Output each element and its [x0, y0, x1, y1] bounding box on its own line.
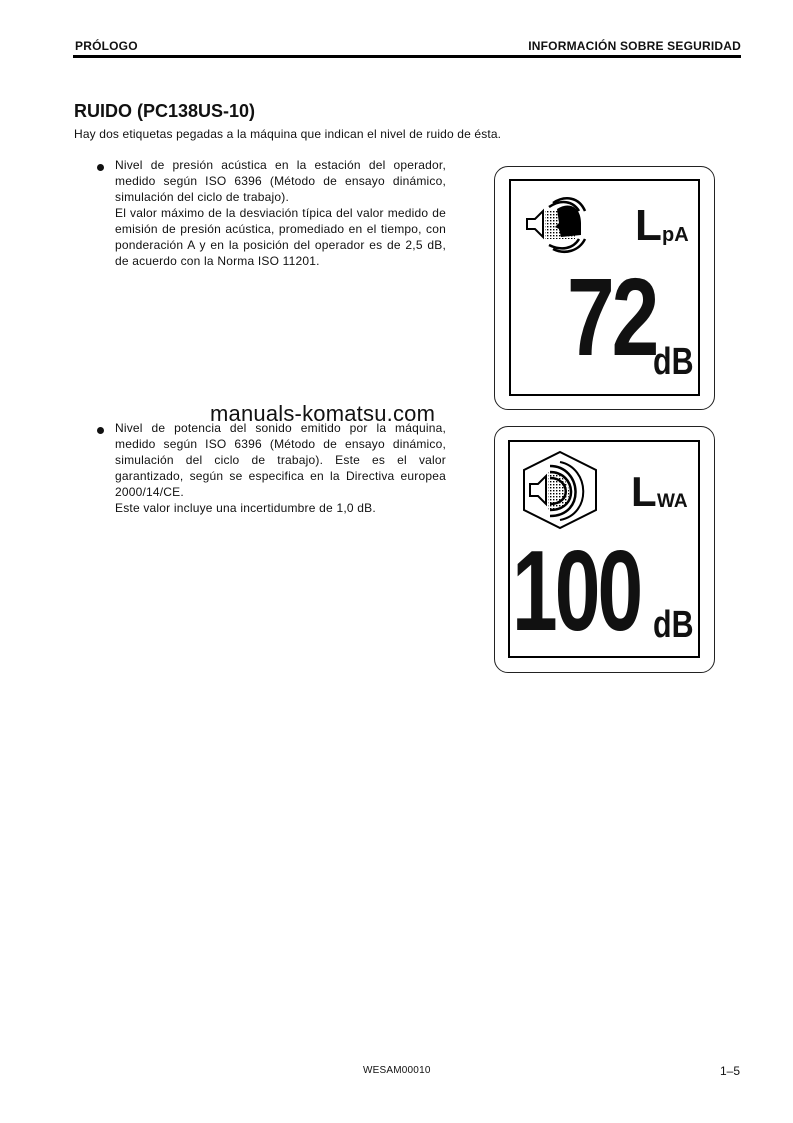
bullet-icon: [97, 164, 104, 171]
watermark: manuals-komatsu.com: [210, 401, 436, 426]
label-value: 100: [512, 528, 641, 655]
noise-label-lwa: [494, 426, 715, 673]
label-symbol-sub: WA: [657, 491, 688, 512]
label-symbol: L: [635, 201, 662, 250]
header-chapter-title: INFORMACIÓN SOBRE SEGURIDAD: [528, 39, 741, 53]
noise-label-lpa: [494, 166, 715, 410]
paragraph-line: Nivel de potencia del sonido emitido por la máquina, medido según ISO 6396 (Método de ensayo dinámico, simulación del ciclo de trabajo). Este es el valor garantizado, según se especifica en la Directiva europea 2000/14/CE.: [115, 421, 446, 499]
paragraph-sound-power: [115, 420, 446, 516]
header-section-title: PRÓLOGO: [75, 39, 138, 53]
label-symbol-sub: pA: [662, 224, 689, 246]
paragraph-line: Nivel de presión acústica en la estación del operador, medido según ISO 6396 (Método de ensayo dinámico, simulación del ciclo de trabajo).: [115, 158, 446, 204]
bullet-icon: [97, 427, 104, 434]
paragraph-line: El valor máximo de la desviación típica del valor medido de emisión de presión acústica, promediado en el tiempo, con ponderación A y en la posición del operador es de 2,5 dB, de acuerdo con la Norma ISO 11201.: [115, 206, 446, 268]
paragraph-line: Este valor incluye una incertidumbre de 1,0 dB.: [115, 501, 376, 515]
label-symbol: L: [631, 468, 657, 515]
page-title: RUIDO (PC138US-10): [74, 101, 256, 121]
label-value: 72: [567, 256, 657, 379]
speaker-head-icon: [523, 193, 593, 263]
intro-text: Hay dos etiquetas pegadas a la máquina que indican el nivel de ruido de ésta.: [74, 127, 502, 141]
speaker-hexagon-icon: [520, 448, 600, 532]
footer-document-code: WESAM00010: [363, 1065, 431, 1076]
label-unit: dB: [653, 604, 694, 646]
header-rule: [73, 55, 741, 58]
footer-page-number: 1–5: [719, 1064, 740, 1078]
paragraph-sound-pressure: [115, 157, 446, 269]
label-unit: dB: [653, 341, 694, 383]
